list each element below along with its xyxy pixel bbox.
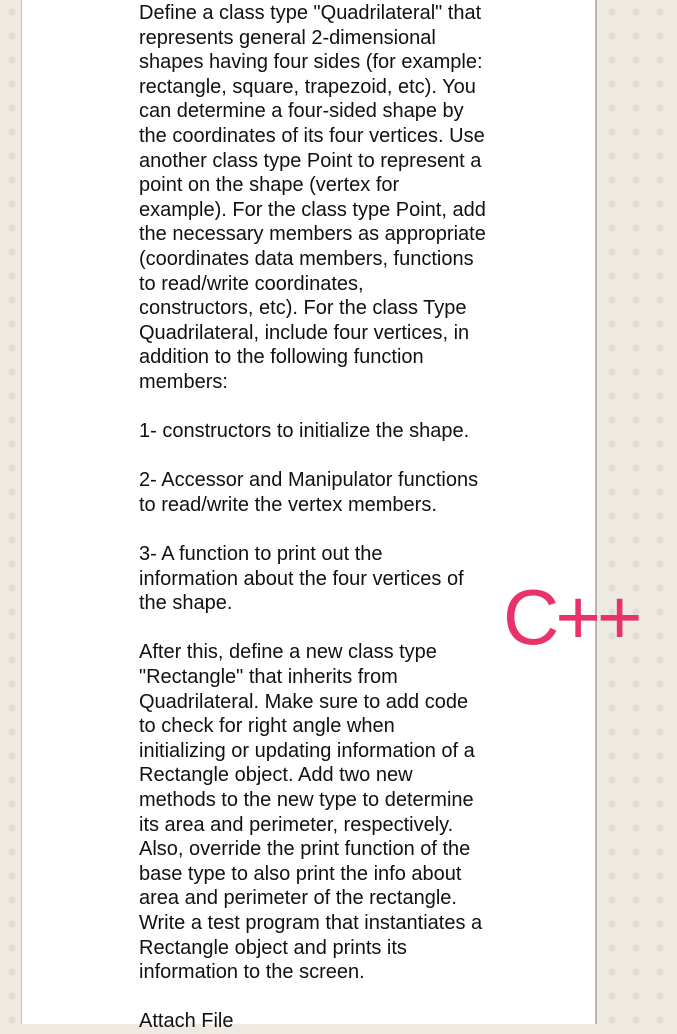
text-line: information about the four vertices of bbox=[139, 567, 464, 590]
text-line: area and perimeter of the rectangle. bbox=[139, 887, 457, 910]
question-text bbox=[139, 1, 579, 1034]
text-line: to check for right angle when bbox=[139, 715, 395, 738]
text-line: the necessary members as appropriate bbox=[139, 223, 486, 246]
text-line: the shape. bbox=[139, 592, 233, 615]
text-line: represents general 2-dimensional bbox=[139, 26, 436, 49]
paragraph bbox=[139, 1, 579, 395]
text-line: (coordinates data members, functions bbox=[139, 247, 474, 270]
text-line: constructors, etc). For the class Type bbox=[139, 297, 467, 320]
attach-file-link[interactable]: Attach File bbox=[139, 1010, 234, 1033]
text-line: rectangle, square, trapezoid, etc). You bbox=[139, 75, 476, 98]
paragraph bbox=[139, 640, 579, 984]
text-line: Rectangle object and prints its bbox=[139, 936, 407, 959]
text-line: Define a class type "Quadrilateral" that bbox=[139, 2, 482, 24]
text-line: 2- Accessor and Manipulator functions bbox=[139, 469, 479, 492]
text-line: Write a test program that instantiates a bbox=[139, 911, 483, 934]
text-line: Also, override the print function of the bbox=[139, 838, 471, 861]
text-line: point on the shape (vertex for bbox=[139, 174, 400, 197]
text-line: 1- constructors to initialize the shape. bbox=[139, 420, 470, 443]
text-line: Quadrilateral, include four vertices, in bbox=[139, 321, 470, 344]
text-line: to read/write the vertex members. bbox=[139, 493, 437, 516]
text-line: its area and perimeter, respectively. bbox=[139, 813, 454, 836]
text-line: methods to the new type to determine bbox=[139, 789, 474, 811]
text-line: information to the screen. bbox=[139, 961, 365, 984]
handwritten-cpp-annotation: C++ bbox=[503, 573, 639, 661]
paragraph bbox=[139, 468, 579, 517]
text-line: 3- A function to print out the bbox=[139, 543, 383, 566]
text-line: shapes having four sides (for example: bbox=[139, 51, 483, 74]
text-line: can determine a four-sided shape by bbox=[139, 100, 464, 123]
text-line: members: bbox=[139, 370, 228, 393]
text-line: the coordinates of its four vertices. Use bbox=[139, 124, 485, 147]
text-line: Rectangle object. Add two new bbox=[139, 764, 413, 787]
text-line: "Rectangle" that inherits from bbox=[139, 666, 398, 689]
text-line: to read/write coordinates, bbox=[139, 272, 364, 295]
paragraph bbox=[139, 419, 579, 444]
text-line: initializing or updating information of a bbox=[139, 739, 475, 762]
text-line: addition to the following function bbox=[139, 346, 424, 369]
text-line: base type to also print the info about bbox=[139, 862, 462, 885]
text-line: example). For the class type Point, add bbox=[139, 198, 486, 221]
text-line: After this, define a new class type bbox=[139, 641, 437, 664]
text-line: another class type Point to represent a bbox=[139, 149, 482, 172]
text-line: Quadrilateral. Make sure to add code bbox=[139, 690, 469, 713]
